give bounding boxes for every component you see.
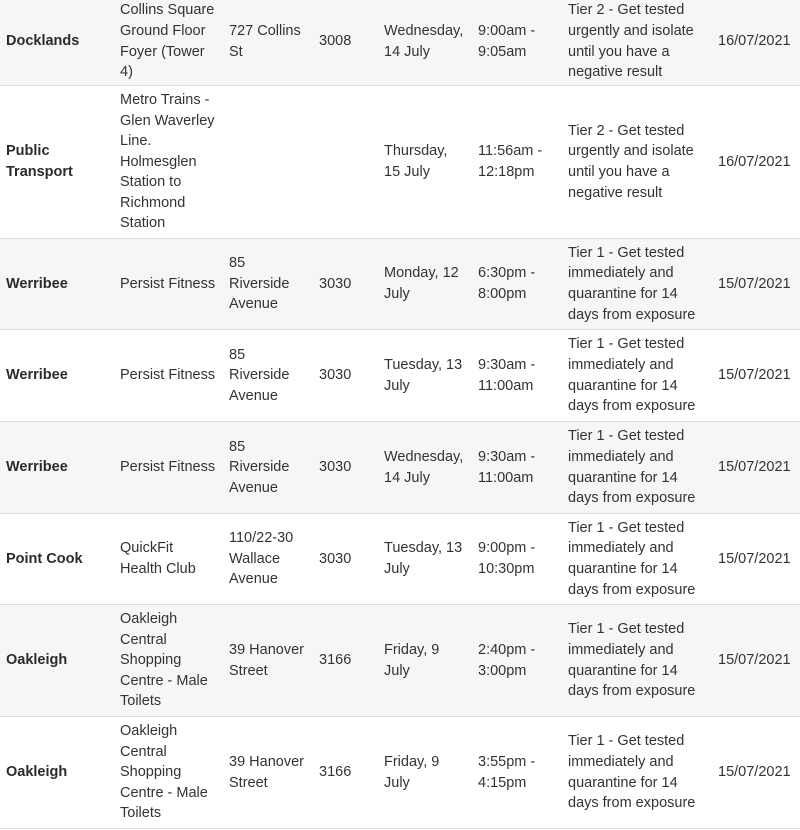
postcode-cell: 3166 [319, 652, 352, 669]
site-cell: Persist Fitness [120, 367, 216, 384]
date-added-cell: 15/07/2021 [718, 550, 791, 567]
health-advice-cell: Tier 1 - Get tested immediately and quarantine for 14 days from exposure [568, 733, 696, 812]
table-row [0, 239, 800, 330]
health-advice-cell: Tier 1 - Get tested immediately and quarantine for 14 days from exposure [568, 428, 696, 507]
exposure-date-cell: Friday, 9 July [384, 753, 440, 791]
postcode-cell [313, 86, 378, 238]
table-row [0, 422, 800, 514]
site-cell: Persist Fitness [120, 459, 216, 476]
date-added-cell: 16/07/2021 [718, 153, 791, 170]
exposure-time-cell: 9:00pm - 10:30pm [478, 540, 536, 577]
suburb-cell: Werribee [6, 275, 68, 292]
table-row [0, 330, 800, 422]
exposure-time-cell: 3:55pm - 4:15pm [478, 753, 536, 791]
address-cell: 39 Hanover Street [229, 753, 304, 791]
site-cell: QuickFit Health Club [120, 540, 196, 577]
suburb-cell: Public Transport [6, 143, 73, 180]
site-cell: Oakleigh Central Shopping Centre - Male Toilets [120, 611, 208, 710]
health-advice-cell: Tier 1 - Get tested immediately and quarantine for 14 days from exposure [568, 336, 696, 415]
date-added-cell: 15/07/2021 [718, 367, 791, 384]
address-cell: 85 Riverside Avenue [229, 255, 290, 313]
suburb-cell: Werribee [6, 459, 68, 476]
exposure-date-cell: Monday, 12 July [384, 265, 459, 302]
postcode-cell: 3030 [319, 459, 352, 476]
site-cell: Collins Square Ground Floor Foyer (Tower 4) [120, 2, 215, 81]
exposure-date-cell: Wednesday, 14 July [384, 448, 464, 486]
suburb-cell: Oakleigh [6, 652, 68, 669]
site-cell: Oakleigh Central Shopping Centre - Male Toilets [120, 723, 208, 822]
address-cell [225, 86, 313, 238]
exposure-date-cell: Tuesday, 13 July [384, 540, 463, 577]
health-advice-cell: Tier 1 - Get tested immediately and quarantine for 14 days from exposure [568, 519, 696, 598]
postcode-cell: 3166 [319, 764, 352, 781]
date-added-cell: 15/07/2021 [718, 652, 791, 669]
exposure-time-cell: 9:00am - 9:05am [478, 22, 536, 60]
address-cell: 85 Riverside Avenue [229, 438, 290, 496]
suburb-cell: Docklands [6, 33, 80, 50]
exposure-date-cell: Friday, 9 July [384, 641, 440, 679]
exposure-date-cell: Thursday, 15 July [384, 143, 448, 180]
exposure-time-cell: 2:40pm - 3:00pm [478, 641, 536, 679]
exposure-time-cell: 9:30am - 11:00am [478, 448, 536, 486]
health-advice-cell: Tier 2 - Get tested urgently and isolate until you have a negative result [568, 122, 694, 201]
table-row [0, 605, 800, 717]
site-cell: Metro Trains - Glen Waverley Line. Holmesglen Station to Richmond Station [120, 91, 215, 232]
postcode-cell: 3030 [319, 367, 352, 384]
postcode-cell: 3030 [319, 275, 352, 292]
exposure-time-cell: 6:30pm - 8:00pm [478, 265, 536, 302]
suburb-cell: Point Cook [6, 550, 83, 567]
table-row [0, 86, 800, 239]
health-advice-cell: Tier 1 - Get tested immediately and quarantine for 14 days from exposure [568, 621, 696, 700]
postcode-cell: 3030 [319, 550, 352, 567]
exposure-time-cell: 11:56am - 12:18pm [478, 143, 543, 180]
address-cell: 39 Hanover Street [229, 641, 304, 679]
exposure-date-cell: Tuesday, 13 July [384, 356, 463, 394]
table-row [0, 717, 800, 829]
table-row [0, 0, 800, 86]
health-advice-cell: Tier 1 - Get tested immediately and quarantine for 14 days from exposure [568, 244, 696, 323]
date-added-cell: 15/07/2021 [718, 275, 791, 292]
date-added-cell: 15/07/2021 [718, 459, 791, 476]
table-row [0, 514, 800, 605]
exposure-time-cell: 9:30am - 11:00am [478, 356, 536, 394]
suburb-cell: Werribee [6, 367, 68, 384]
site-cell: Persist Fitness [120, 275, 216, 292]
exposure-date-cell: Wednesday, 14 July [384, 22, 464, 60]
address-cell: 85 Riverside Avenue [229, 346, 290, 404]
postcode-cell: 3008 [319, 33, 352, 50]
address-cell: 110/22-30 Wallace Avenue [229, 530, 294, 588]
date-added-cell: 15/07/2021 [718, 764, 791, 781]
health-advice-cell: Tier 2 - Get tested urgently and isolate until you have a negative result [568, 2, 694, 81]
suburb-cell: Oakleigh [6, 764, 68, 781]
date-added-cell: 16/07/2021 [718, 33, 791, 50]
address-cell: 727 Collins St [229, 22, 301, 60]
